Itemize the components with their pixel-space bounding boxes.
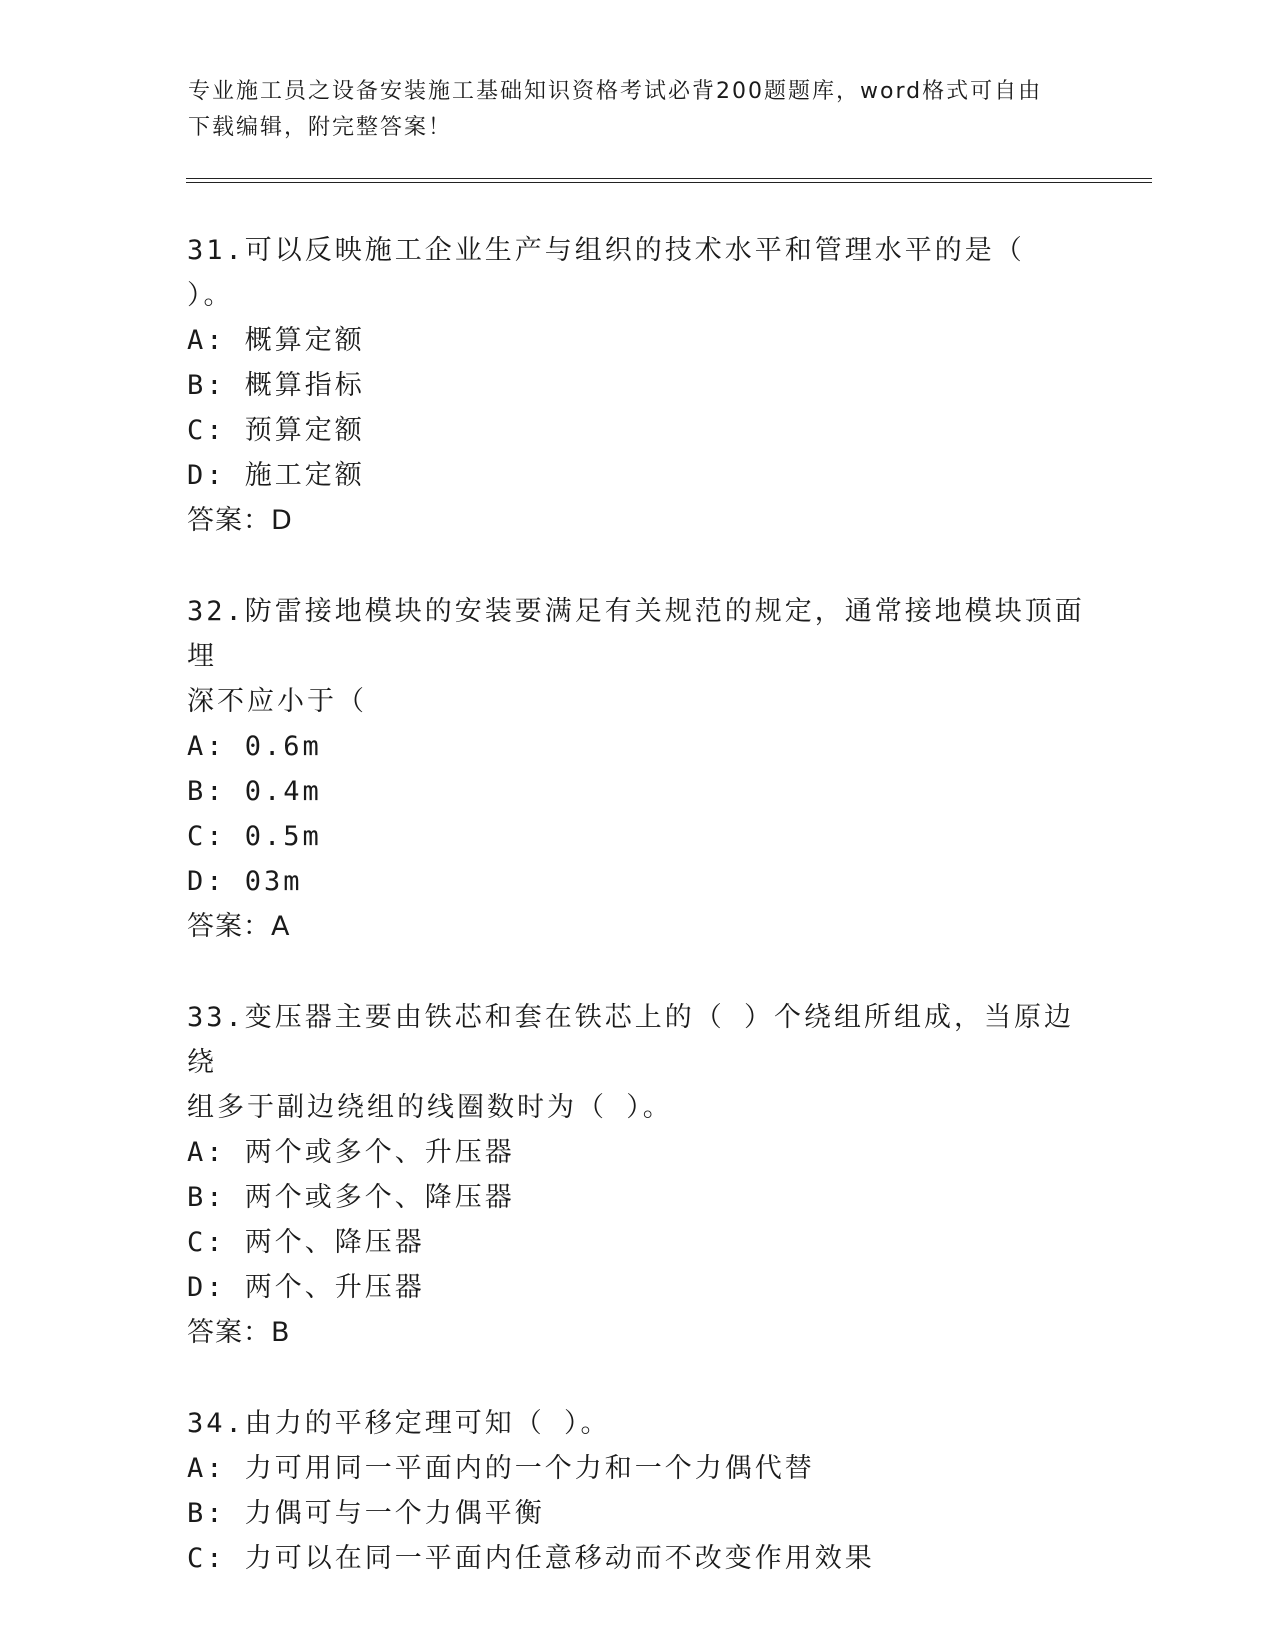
answer-line: 答案：B <box>187 1317 291 1348</box>
option-b: B: 力偶可与一个力偶平衡 <box>187 1498 545 1529</box>
header-line-1: 专业施工员之设备安装施工基础知识资格考试必背200题题库，word格式可自由 <box>188 79 1043 104</box>
option-d: D: 两个、升压器 <box>187 1272 425 1303</box>
question-stem: 33.变压器主要由铁芯和套在铁芯上的（ ）个绕组所组成，当原边绕 组多于副边绕组的线圈数时为（ ）。 <box>187 1002 1075 1123</box>
question-stem: 34.由力的平移定理可知（ ）。 <box>187 1408 611 1439</box>
option-a: A: 概算定额 <box>187 325 365 356</box>
option-b: B: 概算指标 <box>187 370 365 401</box>
option-b: B: 0.4m <box>187 776 322 807</box>
option-b: B: 两个或多个、降压器 <box>187 1182 515 1213</box>
option-c: C: 力可以在同一平面内任意移动而不改变作用效果 <box>187 1543 875 1574</box>
option-a: A: 两个或多个、升压器 <box>187 1137 515 1168</box>
question-31 <box>187 228 1167 543</box>
question-list <box>187 228 1167 1627</box>
question-stem: 31.可以反映施工企业生产与组织的技术水平和管理水平的是（ ）。 <box>187 235 1045 311</box>
option-c: C: 0.5m <box>187 821 322 852</box>
answer-line: 答案：A <box>187 911 291 942</box>
header-double-rule <box>186 178 1152 183</box>
document-header <box>188 74 1088 146</box>
option-c: C: 预算定额 <box>187 415 365 446</box>
question-33 <box>187 995 1167 1355</box>
option-a: A: 0.6m <box>187 731 322 762</box>
header-line-2: 下载编辑，附完整答案！ <box>188 115 453 140</box>
option-d: D: 施工定额 <box>187 460 365 491</box>
question-34 <box>187 1401 1167 1581</box>
option-c: C: 两个、降压器 <box>187 1227 425 1258</box>
question-32 <box>187 589 1167 949</box>
option-d: D: 03m <box>187 866 303 897</box>
option-a: A: 力可用同一平面内的一个力和一个力偶代替 <box>187 1453 815 1484</box>
answer-line: 答案：D <box>187 505 293 536</box>
question-stem: 32.防雷接地模块的安装要满足有关规范的规定，通常接地模块顶面埋 深不应小于（ <box>187 596 1085 717</box>
